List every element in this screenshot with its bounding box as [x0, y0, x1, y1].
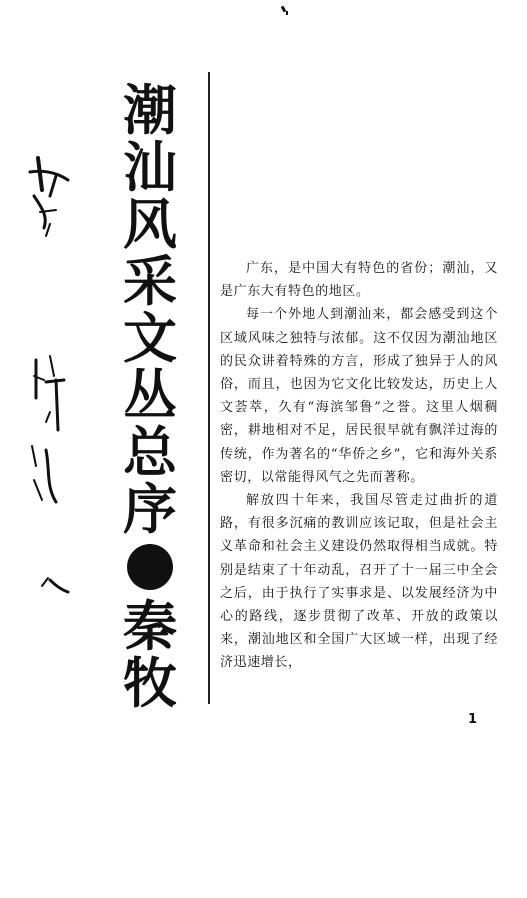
bullet-dot-icon — [127, 544, 173, 590]
vertical-divider — [208, 72, 210, 704]
page-number: 1 — [468, 712, 478, 727]
body-text — [220, 257, 498, 675]
top-ink-mark-2 — [286, 11, 288, 15]
paragraph: 广东，是中国大有特色的省份；潮汕，又是广东大有特色的地区。 — [220, 261, 498, 300]
author-char: 秦 — [123, 595, 177, 658]
title-char: 汕 — [123, 136, 177, 199]
vertical-title — [114, 79, 186, 715]
author-char: 牧 — [123, 652, 177, 715]
paragraph: 每一个外地人到潮汕来，都会感受到这个区域风味之独特与浓郁。这不仅因为潮汕地区的民众讲着特殊的方言，形成了独异于人的风俗，而且，也因为它文化比较发达，历史上人文荟萃，久有“海滨邹鲁”之誉。这里人烟稠密，耕地相对不足，居民很早就有飘洋过海的传统，作为著名的“华侨之乡”，它和海外关系密切，以常能得风气之先而著称。 — [220, 307, 498, 485]
title-char: 采 — [123, 250, 177, 313]
title-char: 丛 — [123, 364, 177, 427]
title-char: 风 — [123, 193, 177, 256]
title-char: 文 — [123, 307, 177, 370]
title-char: 序 — [123, 478, 177, 541]
title-char: 潮 — [123, 79, 177, 142]
title-char: 总 — [123, 421, 177, 484]
calligraphy-signature — [20, 150, 80, 610]
paragraph: 解放四十年来，我国尽管走过曲折的道路，有很多沉痛的教训应该记取，但是社会主义革命和社会主义建设仍然取得相当成就。特别是结束了十年动乱，召开了十一届三中全会之后，由于执行了实事求是、以发展经济为中心的路线，逐步贯彻了改革、开放的政策以来，潮汕地区和全国广大区域一样，出现了经济迅速增长， — [220, 493, 498, 671]
